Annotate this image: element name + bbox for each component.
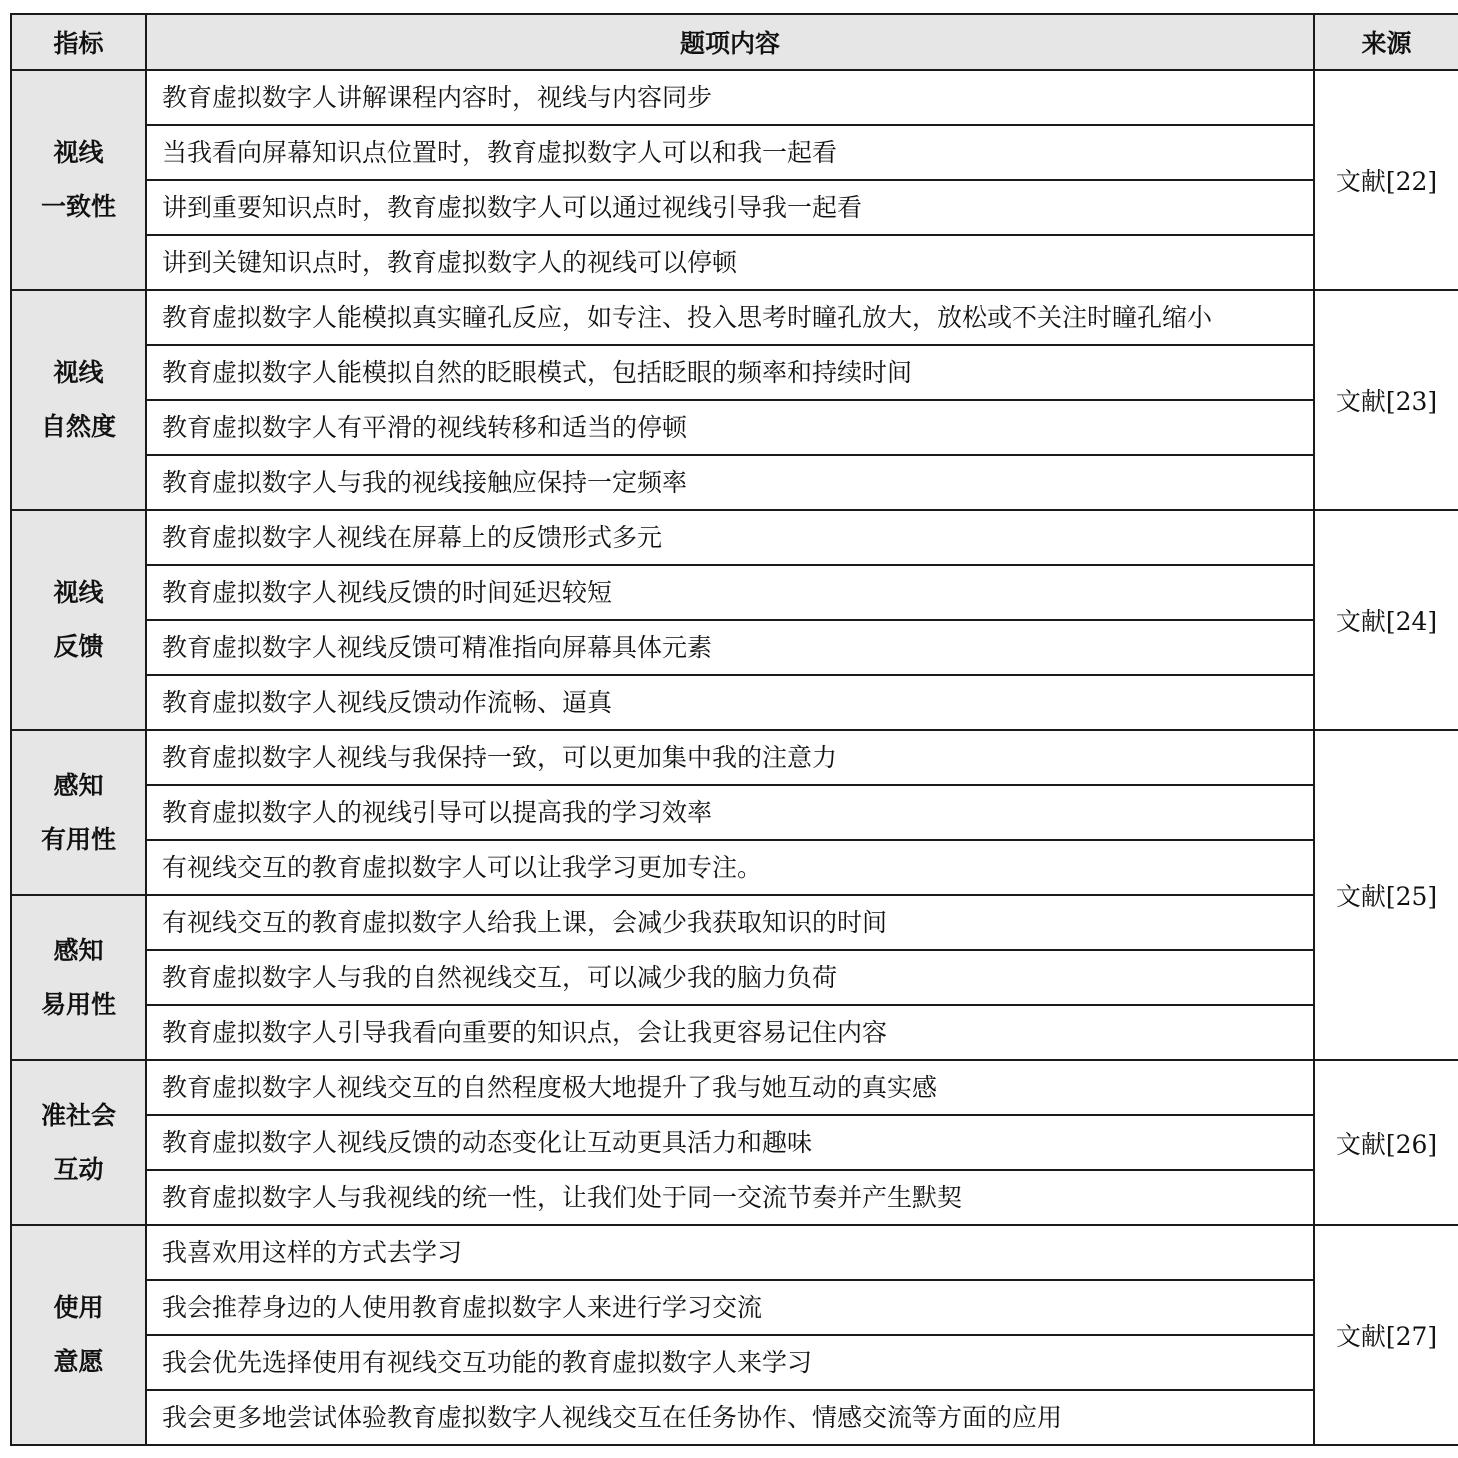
item-content-cell: 教育虚拟数字人视线反馈的动态变化让互动更具活力和趣味 xyxy=(146,1115,1314,1170)
item-content-cell: 教育虚拟数字人能模拟真实瞳孔反应，如专注、投入思考时瞳孔放大，放松或不关注时瞳孔缩小 xyxy=(146,290,1314,345)
indicator-label-line: 感知 xyxy=(53,935,104,965)
indicator-label-line: 视线 xyxy=(53,578,104,607)
indicator-cell xyxy=(11,1225,146,1445)
header-row xyxy=(11,14,1458,70)
source-cell: 文献[26] xyxy=(1314,1060,1458,1225)
table-row xyxy=(11,1060,1458,1115)
item-content-cell: 教育虚拟数字人视线与我保持一致，可以更加集中我的注意力 xyxy=(146,730,1314,785)
source-cell: 文献[27] xyxy=(1314,1225,1458,1445)
indicator-cell xyxy=(11,1060,146,1225)
table-row xyxy=(11,620,1458,675)
item-content-cell: 教育虚拟数字人与我的视线接触应保持一定频率 xyxy=(146,455,1314,510)
table-row xyxy=(11,1225,1458,1280)
indicator-cell xyxy=(11,290,146,510)
item-content-cell: 教育虚拟数字人的视线引导可以提高我的学习效率 xyxy=(146,785,1314,840)
questionnaire-table xyxy=(10,13,1458,1446)
source-cell: 文献[25] xyxy=(1314,730,1458,1060)
indicator-label-line: 感知 xyxy=(53,770,104,800)
table-row xyxy=(11,180,1458,235)
item-content-cell: 我喜欢用这样的方式去学习 xyxy=(146,1225,1314,1280)
table-row xyxy=(11,125,1458,180)
indicator-cell xyxy=(11,510,146,730)
header-content: 题项内容 xyxy=(146,14,1314,70)
table-row xyxy=(11,235,1458,290)
item-content-cell: 教育虚拟数字人视线反馈可精准指向屏幕具体元素 xyxy=(146,620,1314,675)
indicator-cell xyxy=(11,70,146,290)
item-content-cell: 我会优先选择使用有视线交互功能的教育虚拟数字人来学习 xyxy=(146,1335,1314,1390)
table-row xyxy=(11,290,1458,345)
item-content-cell: 教育虚拟数字人与我视线的统一性，让我们处于同一交流节奏并产生默契 xyxy=(146,1170,1314,1225)
item-content-cell: 讲到重要知识点时，教育虚拟数字人可以通过视线引导我一起看 xyxy=(146,180,1314,235)
item-content-cell: 教育虚拟数字人能模拟自然的眨眼模式，包括眨眼的频率和持续时间 xyxy=(146,345,1314,400)
indicator-label-line: 易用性 xyxy=(40,989,116,1019)
indicator-label-line: 视线 xyxy=(53,138,104,167)
item-content-cell: 教育虚拟数字人引导我看向重要的知识点，会让我更容易记住内容 xyxy=(146,1005,1314,1060)
header-source: 来源 xyxy=(1314,14,1458,70)
table-row xyxy=(11,675,1458,730)
table-row xyxy=(11,840,1458,895)
item-content-cell: 教育虚拟数字人讲解课程内容时，视线与内容同步 xyxy=(146,70,1314,125)
table-row xyxy=(11,950,1458,1005)
item-content-cell: 教育虚拟数字人有平滑的视线转移和适当的停顿 xyxy=(146,400,1314,455)
item-content-cell: 讲到关键知识点时，教育虚拟数字人的视线可以停顿 xyxy=(146,235,1314,290)
table-row xyxy=(11,510,1458,565)
table-row xyxy=(11,1170,1458,1225)
indicator-label-line: 自然度 xyxy=(40,412,116,441)
indicator-cell xyxy=(11,730,146,895)
item-content-cell: 有视线交互的教育虚拟数字人给我上课，会减少我获取知识的时间 xyxy=(146,895,1314,950)
table-row xyxy=(11,1280,1458,1335)
table-row xyxy=(11,1005,1458,1060)
indicator-label-line: 准社会 xyxy=(40,1100,116,1130)
item-content-cell: 教育虚拟数字人视线交互的自然程度极大地提升了我与她互动的真实感 xyxy=(146,1060,1314,1115)
indicator-cell xyxy=(11,895,146,1060)
item-content-cell: 当我看向屏幕知识点位置时，教育虚拟数字人可以和我一起看 xyxy=(146,125,1314,180)
header-indicator: 指标 xyxy=(11,14,146,70)
document-page xyxy=(10,13,1458,1446)
indicator-label-line: 一致性 xyxy=(40,192,116,221)
table-row xyxy=(11,730,1458,785)
item-content-cell: 有视线交互的教育虚拟数字人可以让我学习更加专注。 xyxy=(146,840,1314,895)
table-row xyxy=(11,1335,1458,1390)
table-row xyxy=(11,345,1458,400)
table-row xyxy=(11,785,1458,840)
source-cell: 文献[23] xyxy=(1314,290,1458,510)
indicator-label-line: 有用性 xyxy=(40,824,116,854)
table-row xyxy=(11,1115,1458,1170)
table-row xyxy=(11,895,1458,950)
indicator-label-line: 反馈 xyxy=(53,632,104,661)
table-row xyxy=(11,400,1458,455)
indicator-label-line: 意愿 xyxy=(53,1347,104,1376)
table-row xyxy=(11,70,1458,125)
indicator-label-line: 互动 xyxy=(53,1154,104,1184)
indicator-label-line: 使用 xyxy=(53,1293,104,1322)
source-cell: 文献[24] xyxy=(1314,510,1458,730)
item-content-cell: 教育虚拟数字人视线反馈的时间延迟较短 xyxy=(146,565,1314,620)
table-body xyxy=(11,70,1458,1445)
source-cell: 文献[22] xyxy=(1314,70,1458,290)
item-content-cell: 我会推荐身边的人使用教育虚拟数字人来进行学习交流 xyxy=(146,1280,1314,1335)
item-content-cell: 教育虚拟数字人与我的自然视线交互，可以减少我的脑力负荷 xyxy=(146,950,1314,1005)
item-content-cell: 我会更多地尝试体验教育虚拟数字人视线交互在任务协作、情感交流等方面的应用 xyxy=(146,1390,1314,1445)
table-header xyxy=(11,14,1458,70)
item-content-cell: 教育虚拟数字人视线反馈动作流畅、逼真 xyxy=(146,675,1314,730)
table-row xyxy=(11,455,1458,510)
table-row xyxy=(11,565,1458,620)
item-content-cell: 教育虚拟数字人视线在屏幕上的反馈形式多元 xyxy=(146,510,1314,565)
table-row xyxy=(11,1390,1458,1445)
indicator-label-line: 视线 xyxy=(53,358,104,387)
